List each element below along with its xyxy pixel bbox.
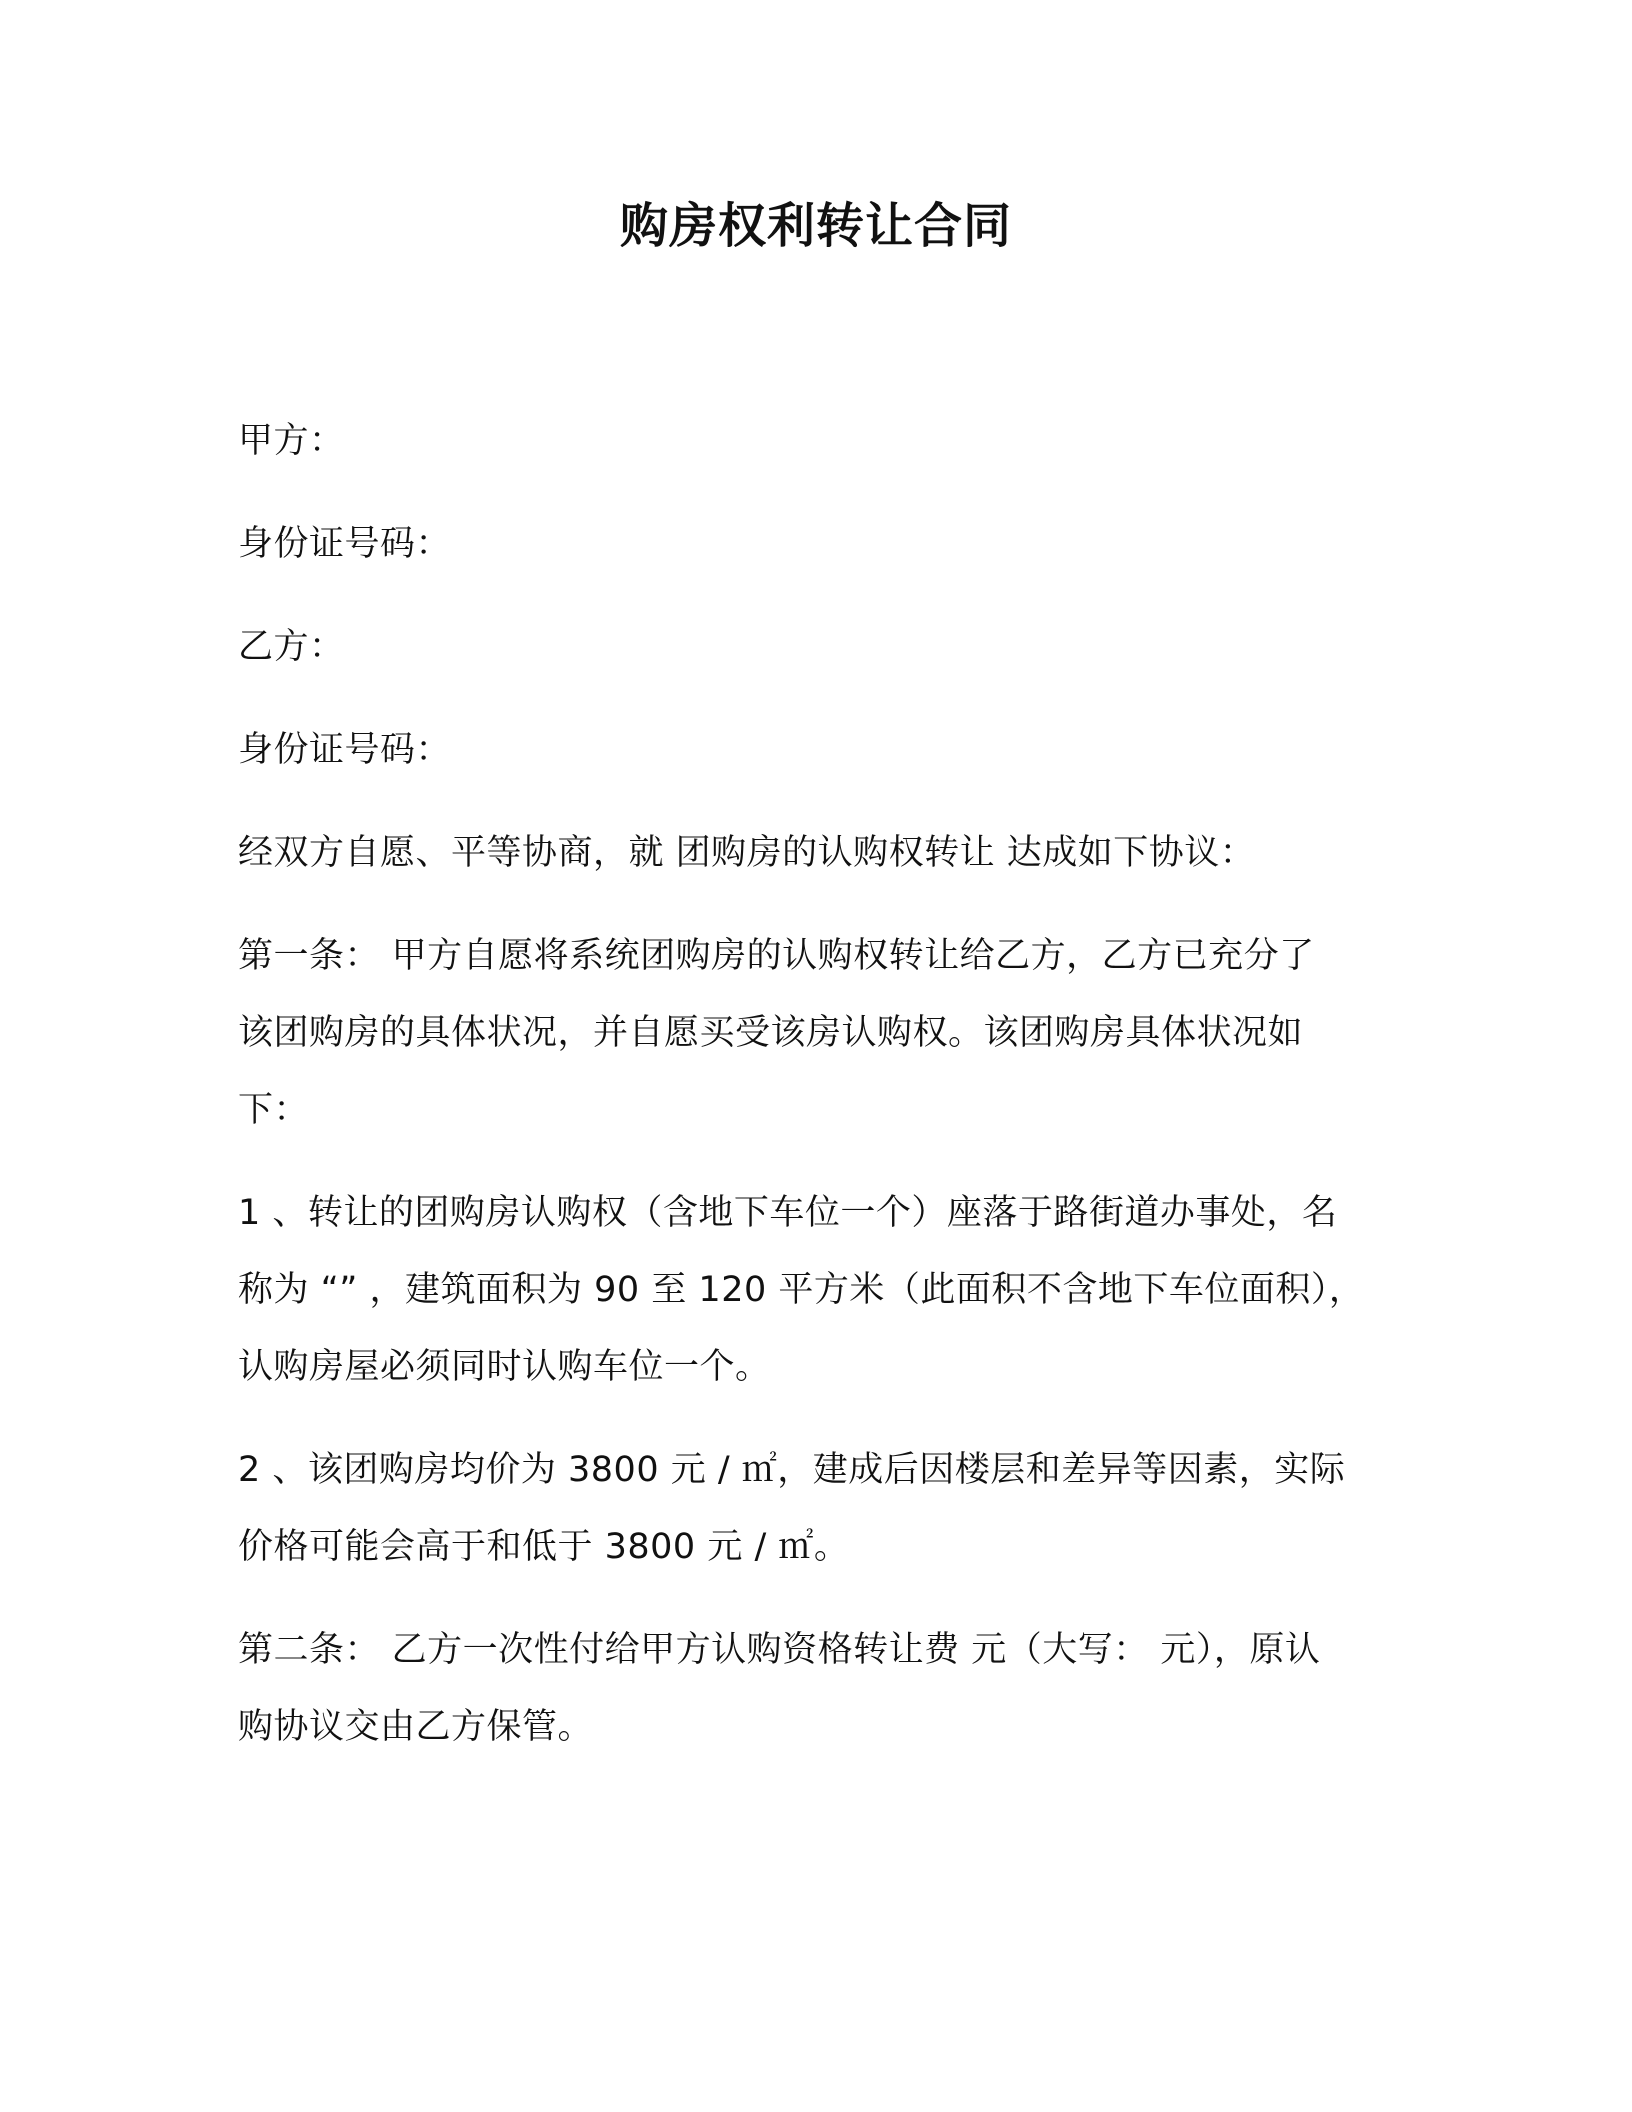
item-1-paragraph bbox=[238, 1191, 1418, 1389]
item-1-line: 1 、转让的团购房认购权（含地下车位一个）座落于路街道办事处，名 bbox=[238, 1193, 1338, 1233]
article-1-line: 下： bbox=[238, 1090, 310, 1130]
party-a-id-label: 身份证号码： bbox=[238, 524, 452, 564]
document-title: 购房权利转让合同 bbox=[619, 198, 1012, 254]
party-b-label: 乙方： bbox=[238, 627, 345, 667]
intro-paragraph bbox=[238, 831, 1418, 875]
item-2-paragraph bbox=[238, 1448, 1418, 1569]
party-a-label: 甲方： bbox=[238, 421, 345, 461]
article-1-paragraph bbox=[238, 934, 1418, 1132]
article-1-line: 第一条： 甲方自愿将系统团购房的认购权转让给乙方，乙方已充分了 bbox=[238, 936, 1315, 976]
article-2-line: 第二条： 乙方一次性付给甲方认购资格转让费 元（大写： 元），原认 bbox=[238, 1630, 1321, 1670]
item-2-line: 2 、该团购房均价为 3800 元 / ㎡，建成后因楼层和差异等因素，实际 bbox=[238, 1450, 1346, 1490]
party-a-id-line bbox=[238, 522, 1418, 566]
article-1-line: 该团购房的具体状况，并自愿买受该房认购权。该团购房具体状况如 bbox=[238, 1013, 1304, 1053]
party-b-line bbox=[238, 625, 1418, 669]
party-b-id-label: 身份证号码： bbox=[238, 730, 452, 770]
intro-text: 经双方自愿、平等协商，就 团购房的认购权转让 达成如下协议： bbox=[238, 833, 1256, 873]
item-2-line: 价格可能会高于和低于 3800 元 / ㎡。 bbox=[238, 1527, 850, 1567]
article-2-paragraph bbox=[238, 1628, 1418, 1749]
party-a-line bbox=[238, 419, 1418, 463]
article-2-line: 购协议交由乙方保管。 bbox=[238, 1707, 594, 1747]
item-1-line: 认购房屋必须同时认购车位一个。 bbox=[238, 1347, 771, 1387]
item-1-line: 称为 “” ，建筑面积为 90 至 120 平方米（此面积不含地下车位面积）， bbox=[238, 1270, 1365, 1310]
party-b-id-line bbox=[238, 728, 1418, 772]
